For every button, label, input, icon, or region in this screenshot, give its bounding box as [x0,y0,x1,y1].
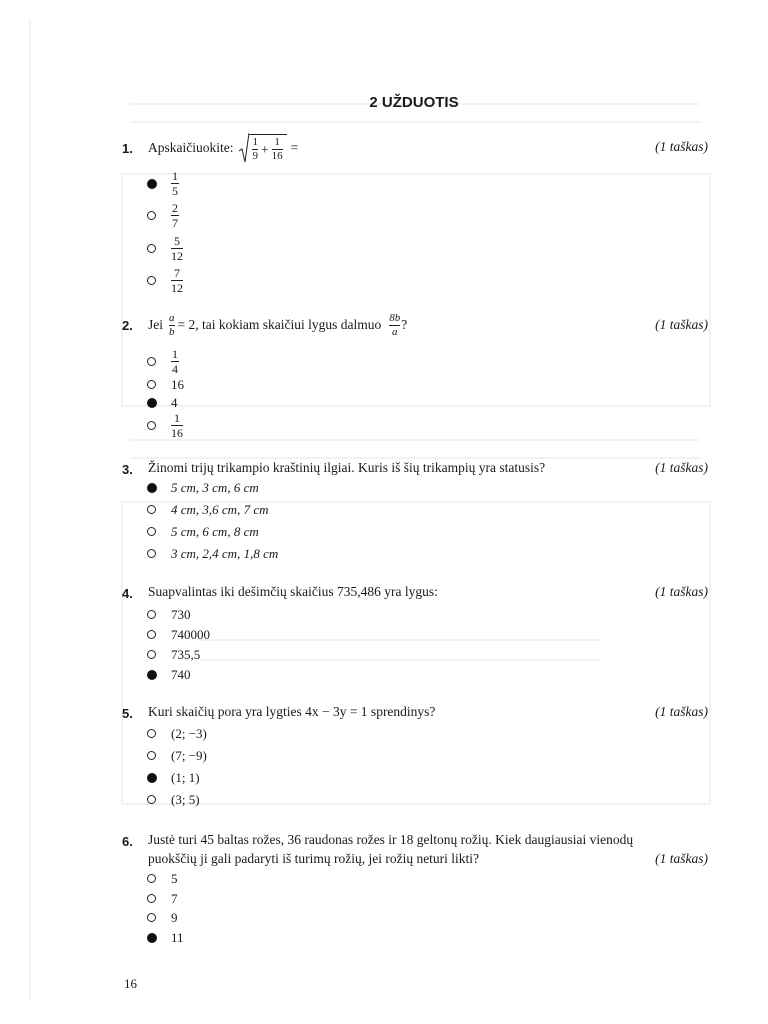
question-prefix: Apskaičiuokite: [148,140,234,155]
answer-bubble[interactable] [147,894,156,903]
answer-bubble[interactable] [147,795,156,804]
answer-bubble[interactable] [147,421,156,430]
answer-bubble-filled[interactable] [147,773,157,783]
points-label: (1 taškas) [655,317,708,332]
answer-bubble-filled[interactable] [147,933,157,943]
question-text-line-2: puokščių ji gali padaryti iš turimų rožių, jei rožių neturi likti? [148,851,480,866]
answer-bubble[interactable] [147,276,156,285]
radical-sign-icon [239,133,249,163]
points-label: (1 taškas) [655,584,708,599]
answer-bubble[interactable] [147,244,156,253]
answer-bubble-filled[interactable] [147,398,157,408]
question-number: 1. [122,141,133,156]
answer-bubble[interactable] [147,874,156,883]
answer-bubble[interactable] [147,751,156,760]
question-number: 2. [122,318,133,333]
answer-bubble[interactable] [147,211,156,220]
question-number: 6. [122,834,133,849]
question-number: 4. [122,586,133,601]
question-text: Kuri skaičių pora yra lygties 4x − 3y = 1 sprendinys? [148,704,436,719]
answer-bubble-filled[interactable] [147,179,157,189]
question-text: Suapvalintas iki dešimčių skaičius 735,486 yra lygus: [148,584,438,599]
answer-bubble[interactable] [147,380,156,389]
points-label: (1 taškas) [655,139,708,154]
points-label: (1 taškas) [655,704,708,719]
answer-bubble[interactable] [147,650,156,659]
question-text: Žinomi trijų trikampio kraštinių ilgiai. Kuris iš šių trikampių yra statusis? [148,460,546,475]
square-root-expression: 1 9 + 1 16 [239,133,286,163]
points-label: (1 taškas) [655,460,708,475]
answer-bubble[interactable] [147,549,156,558]
answer-bubble[interactable] [147,610,156,619]
answer-bubble[interactable] [147,630,156,639]
question-number: 5. [122,706,133,721]
answer-bubble[interactable] [147,913,156,922]
points-label: (1 taškas) [655,851,708,866]
question-number: 3. [122,462,133,477]
page-title: 2 UŽDUOTIS [369,94,459,111]
answer-bubble[interactable] [147,505,156,514]
answer-bubble[interactable] [147,729,156,738]
page-number: 16 [124,976,137,991]
answer-bubble-filled[interactable] [147,670,157,680]
answer-bubble[interactable] [147,357,156,366]
question-text: Jei a b = 2, tai kokiam skaičiui lygus dalmuo 8b a ? [148,311,408,338]
question-text: Apskaičiuokite: 1 9 + 1 16 = [148,132,298,164]
answer-bubble[interactable] [147,527,156,536]
answer-bubble-filled[interactable] [147,483,157,493]
question-text-line-1: Justė turi 45 baltas rožes, 36 raudonas rožes ir 18 geltonų rožių. Kiek daugiausiai vienodų [148,832,634,847]
